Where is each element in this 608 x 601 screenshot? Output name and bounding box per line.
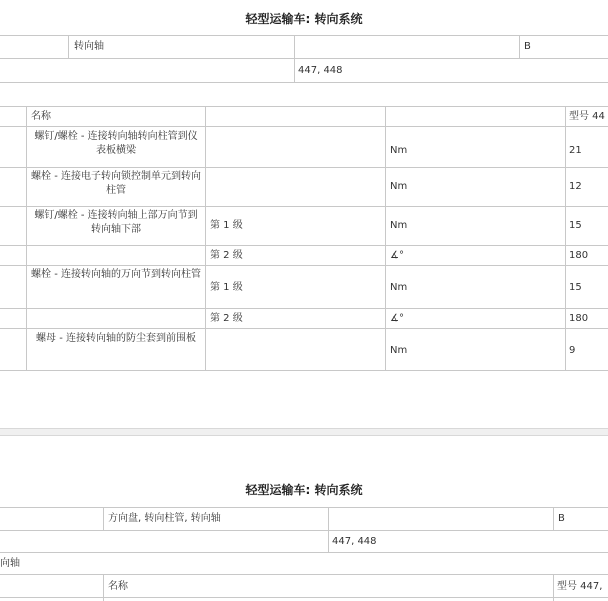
table-row-unit: Nm <box>390 181 408 192</box>
table-row-stage: 第 1 级 <box>210 220 243 231</box>
doc2-variant: B <box>558 513 565 524</box>
table-row-unit: Nm <box>390 345 408 356</box>
doc2-models: 447, 448 <box>332 536 377 547</box>
table-row-name: 螺钉/螺栓 - 连接转向轴上部万向节到转向轴下部 <box>34 210 198 235</box>
divider <box>519 36 520 58</box>
doc2-section: 向轴 <box>0 558 20 569</box>
divider <box>0 530 608 531</box>
table-row-unit: Nm <box>390 145 408 156</box>
divider <box>0 328 608 329</box>
divider <box>0 106 608 107</box>
divider <box>103 508 104 530</box>
divider <box>385 107 386 371</box>
doc2-title: 轻型运输车: 转向系统 <box>245 483 363 497</box>
divider <box>565 107 566 371</box>
table-row-stage: 第 2 级 <box>210 313 243 324</box>
column-header-name: 名称 <box>108 581 128 592</box>
column-header-model: 型号 447, <box>557 581 603 592</box>
table-row-unit: ∡° <box>390 313 404 324</box>
table-row-value: 180 <box>569 250 589 261</box>
doc1-title: 轻型运输车: 转向系统 <box>245 12 363 26</box>
divider <box>0 58 608 59</box>
doc1-component: 转向轴 <box>74 41 104 52</box>
column-header-model: 型号 44 <box>569 111 605 122</box>
table-row-unit: Nm <box>390 220 408 231</box>
table-row-name: 螺钉/螺栓 - 连接转向轴转向柱管到仪表板横梁 <box>34 131 198 156</box>
divider <box>0 206 608 207</box>
divider <box>68 36 69 58</box>
doc1-variant: B <box>524 41 531 52</box>
table-row-value: 15 <box>569 220 582 231</box>
table-row-unit: Nm <box>390 282 408 293</box>
table-row-value: 180 <box>569 313 589 324</box>
table-row-stage: 第 1 级 <box>210 282 243 293</box>
divider <box>0 265 608 266</box>
divider <box>553 508 554 530</box>
divider <box>0 167 608 168</box>
column-header-name: 名称 <box>31 111 51 122</box>
divider <box>0 245 608 246</box>
divider <box>0 82 608 83</box>
document-separator <box>0 428 608 436</box>
divider <box>0 308 608 309</box>
divider <box>0 507 608 508</box>
table-row-value: 21 <box>569 145 582 156</box>
divider <box>0 35 608 36</box>
table-row-unit: ∡° <box>390 250 404 261</box>
divider <box>0 574 608 575</box>
divider <box>294 36 295 82</box>
table-row-name: 螺栓 - 连接电子转向锁控制单元到转向柱管 <box>31 171 201 196</box>
doc1-models: 447, 448 <box>298 65 343 76</box>
table-row-name: 螺母 - 连接转向轴的防尘套到前围板 <box>36 333 196 344</box>
divider <box>0 126 608 127</box>
doc2-component: 方向盘, 转向柱管, 转向轴 <box>108 513 221 524</box>
table-row-value: 12 <box>569 181 582 192</box>
table-row-value: 9 <box>569 345 576 356</box>
divider <box>0 597 608 598</box>
table-row-name: 螺栓 - 连接转向轴的万向节到转向柱管 <box>31 269 201 280</box>
divider <box>0 370 608 371</box>
divider <box>26 107 27 371</box>
divider <box>205 107 206 371</box>
table-row-value: 15 <box>569 282 582 293</box>
table-row-stage: 第 2 级 <box>210 250 243 261</box>
divider <box>0 552 608 553</box>
